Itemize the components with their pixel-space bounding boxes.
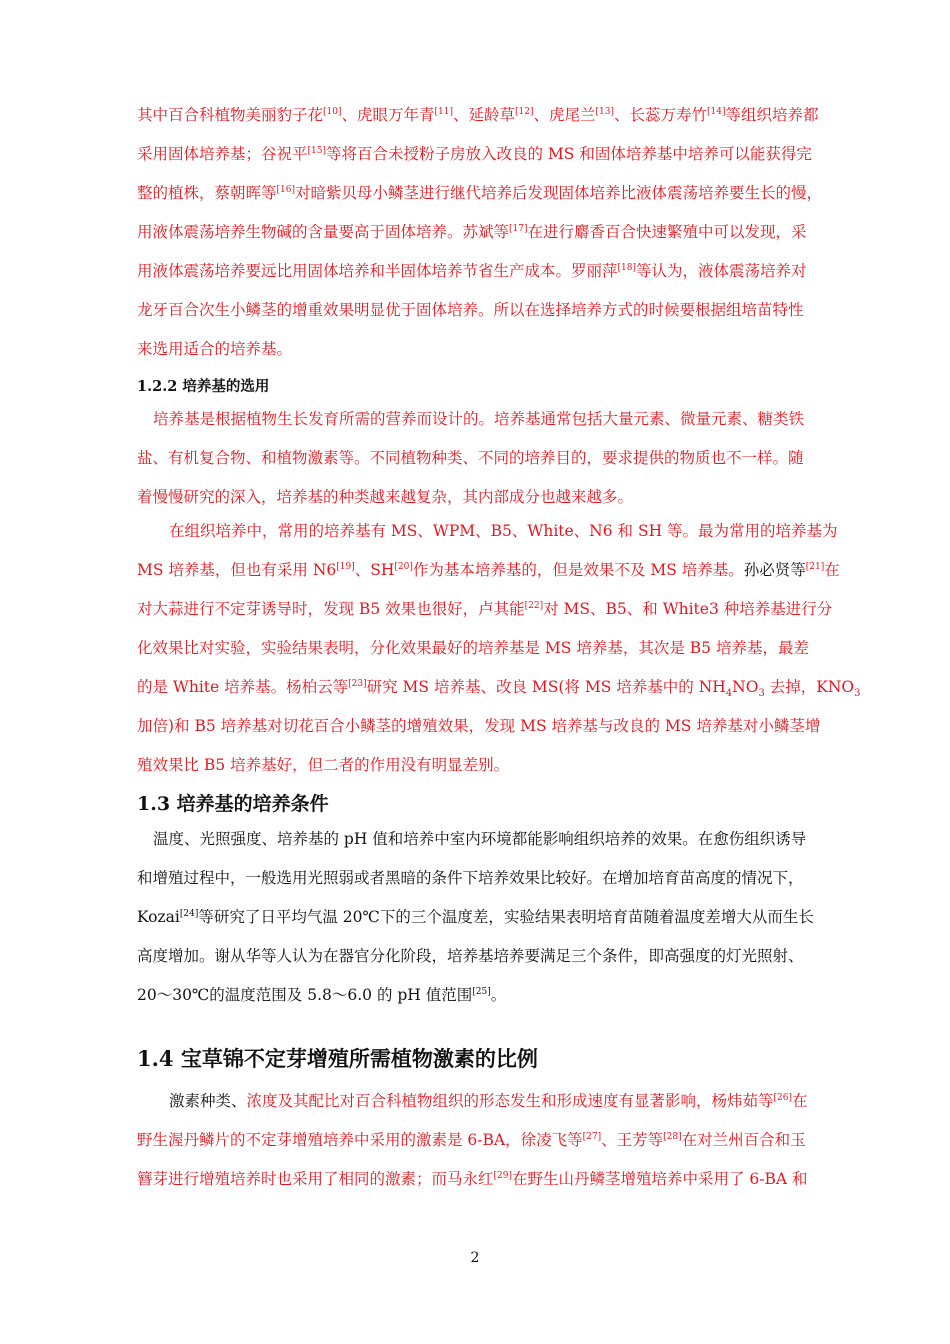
paragraph-line: 来选用适合的培养基。 [137, 340, 293, 358]
page-number: 2 [470, 1250, 480, 1266]
paragraph-line: 对大蒜进行不定芽诱导时，发现 B5 效果也很好，卢其能[22]对 MS、B5、和 White3 种培养基进行分 [137, 600, 833, 618]
paragraph-line: 的是 White 培养基。杨柏云等[23]研究 MS 培养基、改良 MS(将 MS 培养基中的 $NH_4NO_3$ 去掉，$KNO_3$ [137, 678, 861, 700]
paragraph-line: 整的植株，蔡朝晖等[16]对暗紫贝母小鳞茎进行继代培养后发现固体培养比液体震荡培养要生长的慢， [137, 184, 823, 202]
paragraph-line: 激素种类、浓度及其配比对百合科植物组织的形态发生和形成速度有显著影响，杨炜茹等[26]在 [169, 1092, 808, 1110]
paragraph-line: 和增殖过程中，一般选用光照弱或者黑暗的条件下培养效果比较好。在增加培育苗高度的情况下， [137, 869, 804, 887]
paragraph-line: 在组织培养中，常用的培养基有 MS、WPM、B5、White、N6 和 SH 等。最为常用的培养基为 [169, 522, 838, 540]
paragraph-line: 用液体震荡培养要远比用固体培养和半固体培养节省生产成本。罗丽萍[18]等认为，液体震荡培养对 [137, 262, 807, 280]
paragraph-line: 用液体震荡培养生物碱的含量要高于固体培养。苏斌等[17]在进行麝香百合快速繁殖中可以发现，采 [137, 223, 807, 241]
paragraph-line: 采用固体培养基；谷祝平[15]等将百合未授粉子房放入改良的 MS 和固体培养基中培养可以能获得完 [137, 145, 812, 163]
paragraph-line: 培养基是根据植物生长发育所需的营养而设计的。培养基通常包括大量元素、微量元素、糖类铁 [153, 410, 805, 428]
paragraph-line: Kozai[24]等研究了日平均气温 20℃下的三个温度差，实验结果表明培育苗随着温度差增大从而生长 [137, 908, 814, 926]
paragraph-line: MS 培养基，但也有采用 N6[19]、SH[20]作为基本培养基的，但是效果不及 MS 培养基。孙必贤等[21]在 [137, 561, 840, 579]
paragraph-line: 簪芽进行增殖培养时也采用了相同的激素；而马永红[29]在野生山丹鳞茎增殖培养中采用了 6-BA 和 [137, 1170, 808, 1188]
paragraph-line: 化效果比对实验，实验结果表明，分化效果最好的培养基是 MS 培养基，其次是 B5 培养基，最差 [137, 639, 809, 657]
paragraph-line: 20～30℃的温度范围及 5.8～6.0 的 pH 值范围[25]。 [137, 986, 507, 1004]
section-heading-1-2-2: 1.2.2 培养基的选用 [137, 378, 270, 395]
paragraph-line: 温度、光照强度、培养基的 pH 值和培养中室内环境都能影响组织培养的效果。在愈伤组织诱导 [153, 830, 807, 848]
paragraph-line: 其中百合科植物美丽豹子花[10]、虎眼万年青[11]、延龄草[12]、虎尾兰[13]、长蕊万寿竹[14]等组织培养都 [137, 106, 819, 124]
paragraph-line: 加倍)和 B5 培养基对切花百合小鳞茎的增殖效果，发现 MS 培养基与改良的 MS 培养基对小鳞茎增 [137, 717, 821, 735]
paragraph-line: 殖效果比 B5 培养基好，但二者的作用没有明显差别。 [137, 756, 510, 774]
paragraph-line: 龙牙百合次生小鳞茎的增重效果明显优于固体培养。所以在选择培养方式的时候要根据组培苗特性 [137, 301, 804, 319]
section-heading-1-3: 1.3 培养基的培养条件 [137, 793, 329, 815]
paragraph-line: 高度增加。谢从华等人认为在器官分化阶段，培养基培养要满足三个条件，即高强度的灯光照射、 [137, 947, 804, 965]
paragraph-line: 盐、有机复合物、和植物激素等。不同植物种类、不同的培养目的，要求提供的物质也不一样。随 [137, 449, 804, 467]
paragraph-line: 着慢慢研究的深入，培养基的种类越来越复杂，其内部成分也越来越多。 [137, 488, 634, 506]
paragraph-line: 野生渥丹鳞片的不定芽增殖培养中采用的激素是 6-BA，徐凌飞等[27]、王芳等[28]在对兰州百合和玉 [137, 1131, 806, 1149]
section-heading-1-4: 1.4 宝草锦不定芽增殖所需植物激素的比例 [137, 1046, 538, 1071]
